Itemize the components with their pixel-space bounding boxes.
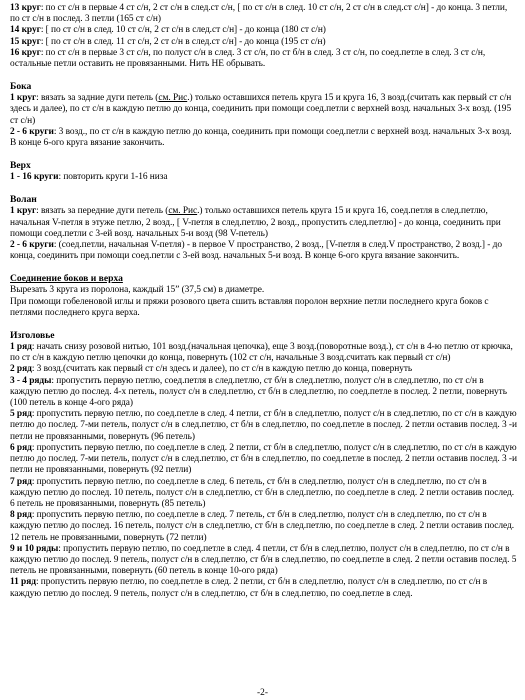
round-13: 13 круг: по ст с/н в первые 4 ст с/н, 2 ст с/н в след.ст с/н, [ по ст с/н в след. 10 ст с/н, 2 ст с/н в след.ст с/н] - до конца. 3 петли, по ст с/н в послед. 3 петли (165 ст с/н) [10,3,508,25]
headboard-rows-9-10: 9 и 10 ряды: пропустить первую петлю, по соед.петле в след. 4 петли, ст б/н в след.петлю, полуст с/н в след.петлю, по ст с/н в каждую петлю до послед. 9 петель, полуст с/н в след.петлю, ст б/н в след.петлю, по соед.петле в след. 2 петли оставив послед. 5 петель не провязанными, повернуть (60 петель в конце 10-ого ряда) [10,543,517,577]
sides-round-1: 1 круг: вязать за задние дуги петель (см. Рис.) только оставшихся петель круга 15 и круга 16, 3 возд.(считать как первый ст с/н здесь и далее), по ст с/н в каждую петлю до конца, соединить при помощи соед.петли с верхней возд. начальных 3-х возд. (195 ст с/н) [10,93,512,126]
page-number: -2- [257,688,268,698]
headboard-row-1: 1 ряд: начать снизу розовой нитью, 101 возд.(начальная цепочка), еще 3 возд.(поворотные возд.), ст с/н в 4-ю петлю от крючка, по ст с/н в каждую петлю цепочки до конца, повернуть (102 ст с/н, начальные 3 возд.считать как первый ст с/н) [10,342,513,364]
top-heading: Верх [10,160,31,172]
ruffle-section [10,194,517,262]
headboard-rows-3-4: 3 - 4 ряды: пропустить первую петлю, соед.петля в след.петлю, ст б/н в след.петлю, полуст с/н в след.петлю, по ст с/н в каждую петлю до послед. 4-х петель, полуст с/н в след.петлю, ст б/н в след.петлю, по соед.петле в послед. 2 петли, повернуть (100 петель в конце 4-ого ряда) [10,375,507,409]
joining-heading: Соединение боков и верха [10,273,123,285]
top-section [10,160,517,183]
sides-rounds-2-6: 2 - 6 круги: 3 возд., по ст с/н в каждую петлю до конца, соединить при помощи соед.петли с верхней возд. начальных 3-х возд. В конце 6-ого круга вязание закончить. [10,126,512,149]
round-15: 15 круг: [ по ст с/н в след. 11 ст с/н, 2 ст с/н в след.ст с/н] - до конца (195 ст с/н) [10,36,326,47]
headboard-row-11: 11 ряд: пропустить первую петлю, по соед.петле в след. 2 петли, ст б/н в след.петлю, полуст с/н в след.петлю, по ст с/н в каждую петлю до послед. 9 петель, полуст с/н в след.петлю, ст б/н в след.петлю, по соед.петле в след. [10,577,488,599]
headboard-row-6: 6 ряд: пропустить первую петлю, по соед.петле в след. 2 петли, ст б/н в след.петлю, полуст с/н в след.петлю, по ст с/н в каждую петлю до послед. 7-ми петель, полуст с/н в след.петлю, ст б/н в след.петлю, по соед.петле в послед. 2 петли оставив послед. 3 -и петли не провязанными, повернуть (92 петли) [10,442,517,476]
sides-section [10,81,517,149]
ruffle-round-1: 1 круг: вязать за передние дуги петель (см. Рис.) только оставшихся петель круга 15 и круга 16, соед.петля в след.петлю, начальная V-петля в этуже петлю, 2 возд., [ V-петля в след.петлю, 2 возд., пропустить след.петлю] - до конца, соединить при помощи соед.петли с 3-ей возд. начальных 5-и возд (98 V-петель) [10,206,501,239]
rounds-13-16-block [10,3,517,70]
round-14: 14 круг: [ по ст с/н в след. 10 ст с/н, 2 ст с/н в след.ст с/н] - до конца (180 ст с/н) [10,25,326,36]
headboard-row-8: 8 ряд: пропустить первую петлю, по соед.петле в след. 7 петель, ст б/н в след.петлю, полуст с/н в след.петлю, по ст с/н в каждую петлю до послед. 16 петель, полуст с/н в след.петлю, ст б/н в след.петлю, по соед.петле в след. 2 петли оставив послед. 12 петель не провязанными, повернуть (72 петли) [10,510,515,543]
joining-line-2: При помощи гобеленовой иглы и пряжи розового цвета сшить вставляя поролон верхние петли последнего круга боков с петлями последнего круга верха. [10,296,489,318]
joining-line-1: Вырезать 3 круга из поролона, каждый 15” (37,5 см) в диаметре. [10,285,265,296]
headboard-row-2: 2 ряд: 3 возд.(считать как первый ст с/н здесь и далее), по ст с/н в каждую петлю до конца, повернуть [10,364,413,375]
sides-heading: Бока [10,81,32,93]
headboard-section [10,330,517,600]
figure-link[interactable]: см. Рис [168,206,198,217]
figure-link[interactable]: см. Рис [158,93,188,104]
ruffle-rounds-2-6: 2 - 6 круги: (соед.петли, начальная V-петля) - в первое V пространство, 2 возд., [V-петля в след.V пространство, 2 возд.] - до конца, соединить при помощи соед.петли с 3-ей возд. начальных 5-и возд. В конце 6-ого круга вязание закончить. [10,240,502,262]
headboard-row-7: 7 ряд: пропустить первую петлю, по соед.петле в след. 6 петель, ст б/н в след.петлю, полуст с/н в след.петлю, по ст с/н в каждую петлю до послед. 10 петель, полуст с/н в след.петлю, ст б/н в след.петлю, по соед.петле в след. 2 петли оставив послед. 6 петель не провязанными, повернуть (85 петель) [10,476,515,509]
top-rounds-1-16: 1 - 16 круги: повторить круги 1-16 низа [10,172,168,183]
joining-section [10,273,517,319]
ruffle-heading: Волан [10,194,37,206]
round-16: 16 круг: по ст с/н в первые 3 ст с/н, по полуст с/н в след. 3 ст с/н, по ст б/н в след. 3 ст с/н, по соед.петле в след. 3 ст с/н, остальные петли оставить не провязанными. Нить НЕ обрывать. [10,47,486,70]
headboard-row-5: 5 ряд: пропустить первую петлю, по соед.петле в след. 4 петли, ст б/н в след.петлю, полуст с/н в след.петлю, по ст с/н в каждую петлю до послед. 7-ми петель, полуст с/н в след.петлю, ст б/н в след.петлю, по соед.петле в послед. 2 петли оставив послед. 3 -и петли не провязанными, повернуть (96 петель) [10,409,517,442]
headboard-heading: Изголовье [10,330,55,342]
